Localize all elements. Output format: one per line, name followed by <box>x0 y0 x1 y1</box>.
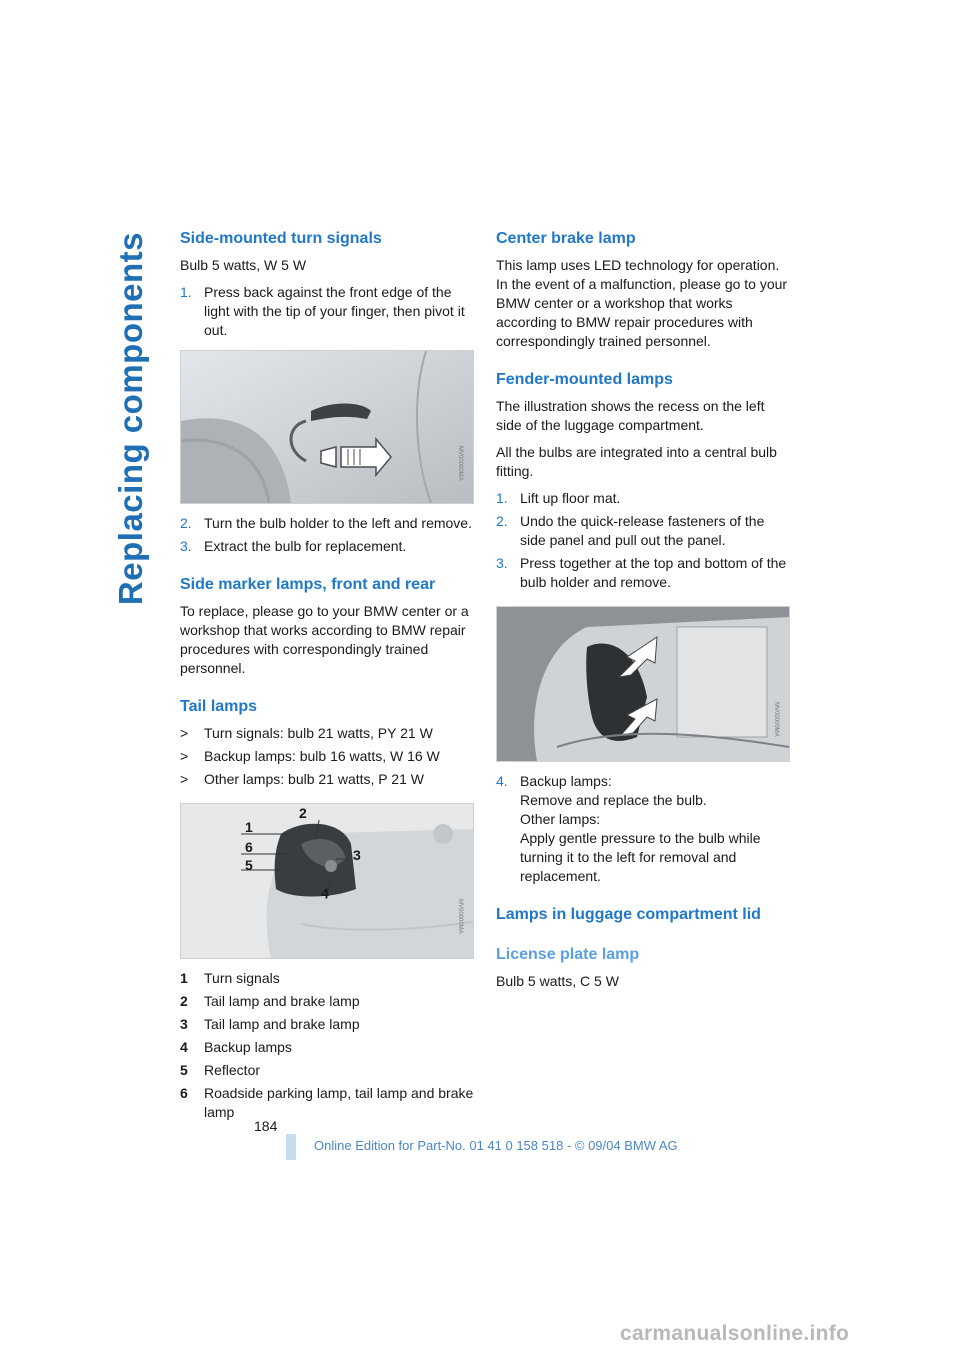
legend-number: 6 <box>180 1085 188 1101</box>
legend-item <box>180 969 474 988</box>
heading-tail-lamps: Tail lamps <box>180 698 258 715</box>
tail-lamp-illustration <box>181 804 473 958</box>
figure-label-5: 5 <box>245 857 253 873</box>
heading-side-turn-signals: Side-mounted turn signals <box>180 230 382 247</box>
step-line: Other lamps: <box>520 811 601 827</box>
figure-code: MV00000MA <box>773 702 779 737</box>
figure-code: MV00000MA <box>457 446 463 481</box>
figure-fender-lamp <box>496 606 790 762</box>
legend-text: Backup lamps <box>204 1039 292 1055</box>
license-plate-bulb: Bulb 5 watts, C 5 W <box>496 973 619 989</box>
heading-fender-mounted-lamps: Fender-mounted lamps <box>496 371 673 388</box>
bullet-item <box>180 724 474 743</box>
step-text: Press back against the front edge of the light with the tip of your finger, then pivot it out. <box>204 284 465 338</box>
legend-item <box>180 1038 474 1057</box>
bullet-glyph: > <box>180 771 189 787</box>
legend-text: Roadside parking lamp, tail lamp and brake lamp <box>204 1085 474 1120</box>
figure-label-1: 1 <box>245 819 253 835</box>
legend-item <box>180 1015 474 1034</box>
step-number: 1. <box>180 284 192 300</box>
legend-item <box>180 992 474 1011</box>
step-number: 3. <box>496 555 508 571</box>
bullet-text: Other lamps: bulb 21 watts, P 21 W <box>204 771 424 787</box>
figure-side-turn-signal <box>180 350 474 504</box>
page-number: 184 <box>254 1118 278 1134</box>
legend-number: 5 <box>180 1062 188 1078</box>
watermark: carmanualsonline.info <box>620 1322 850 1345</box>
step-text: Undo the quick-release fasteners of the side panel and pull out the panel. <box>520 513 765 548</box>
legend-text: Reflector <box>204 1062 261 1078</box>
fender-text-1: The illustration shows the recess on the left side of the luggage compartment. <box>496 398 765 433</box>
side-turn-signal-illustration <box>181 351 473 503</box>
side-turn-bulb: Bulb 5 watts, W 5 W <box>180 257 307 273</box>
step-number: 3. <box>180 538 192 554</box>
legend-text: Tail lamp and brake lamp <box>204 993 360 1009</box>
step-line: Apply gentle pressure to the bulb while turning it to the left for removal and replacement. <box>520 830 761 884</box>
heading-center-brake-lamp: Center brake lamp <box>496 230 636 247</box>
figure-label-3: 3 <box>353 847 361 863</box>
figure-label-4: 4 <box>321 885 329 901</box>
bullet-text: Backup lamps: bulb 16 watts, W 16 W <box>204 748 440 764</box>
legend-text: Tail lamp and brake lamp <box>204 1016 360 1032</box>
step <box>496 772 792 886</box>
step-text: Lift up floor mat. <box>520 490 621 506</box>
left-column <box>180 228 474 1126</box>
step-number: 2. <box>180 515 192 531</box>
step-number: 1. <box>496 490 508 506</box>
heading-license-plate-lamp: License plate lamp <box>496 946 640 963</box>
bullet-item <box>180 747 474 766</box>
footer-accent-bar <box>286 1134 296 1160</box>
step-text: Press together at the top and bottom of the bulb holder and remove. <box>520 555 787 590</box>
bullet-glyph: > <box>180 725 189 741</box>
right-column <box>496 228 792 999</box>
step <box>180 537 474 556</box>
step-number: 4. <box>496 773 508 789</box>
legend-item <box>180 1084 474 1122</box>
step-text: Extract the bulb for replacement. <box>204 538 407 554</box>
legend-text: Turn signals <box>204 970 280 986</box>
heading-side-marker-lamps: Side marker lamps, front and rear <box>180 576 436 593</box>
step-line: Remove and replace the bulb. <box>520 792 707 808</box>
side-marker-text: To replace, please go to your BMW center or a workshop that works according to BMW repair procedures with correspondingly trained personnel. <box>180 603 469 676</box>
bullet-item <box>180 770 474 789</box>
legend-number: 3 <box>180 1016 188 1032</box>
step <box>180 283 474 340</box>
figure-label-2: 2 <box>299 805 307 821</box>
step-number: 2. <box>496 513 508 529</box>
figure-code: MV00000MA <box>457 899 463 934</box>
figure-tail-lamps <box>180 803 474 959</box>
bullet-glyph: > <box>180 748 189 764</box>
step <box>496 489 792 508</box>
fender-text-2: All the bulbs are integrated into a central bulb fitting. <box>496 444 777 479</box>
figure-label-6: 6 <box>245 839 253 855</box>
legend-item <box>180 1061 474 1080</box>
fender-lamp-illustration <box>497 607 789 761</box>
heading-luggage-compartment-lamps: Lamps in luggage compartment lid <box>496 906 761 923</box>
legend-number: 2 <box>180 993 188 1009</box>
center-brake-text: This lamp uses LED technology for operation. In the event of a malfunction, please go to your BMW center or a workshop that works according to BMW repair procedures with correspondingly trained personnel. <box>496 257 788 349</box>
step <box>496 554 792 592</box>
legend-number: 4 <box>180 1039 188 1055</box>
legend-number: 1 <box>180 970 188 986</box>
step-text: Turn the bulb holder to the left and remove. <box>204 515 472 531</box>
step-line: Backup lamps: <box>520 773 612 789</box>
section-side-title: Replacing components <box>112 232 149 606</box>
step <box>496 512 792 550</box>
step-text-multiline <box>520 772 792 886</box>
bullet-text: Turn signals: bulb 21 watts, PY 21 W <box>204 725 433 741</box>
edition-footer: Online Edition for Part-No. 01 41 0 158 518 - © 09/04 BMW AG <box>314 1138 678 1153</box>
step <box>180 514 474 533</box>
